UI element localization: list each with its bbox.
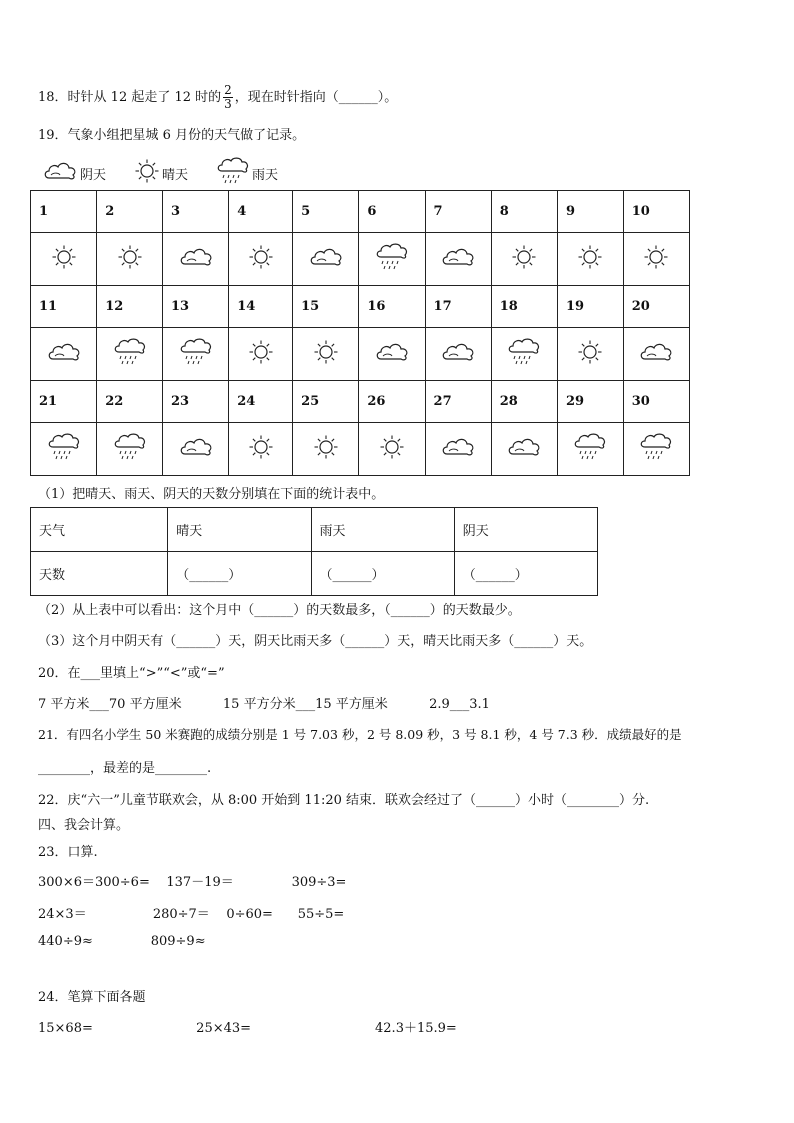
day-number: 2 bbox=[97, 191, 163, 233]
rainy-icon bbox=[573, 433, 607, 465]
stat-header-cloudy: 阴天 bbox=[454, 508, 597, 552]
day-number: 11 bbox=[31, 286, 97, 328]
cloudy-icon bbox=[440, 245, 476, 273]
cloudy-icon bbox=[178, 245, 214, 273]
day-number: 20 bbox=[623, 286, 689, 328]
day-number: 16 bbox=[359, 286, 425, 328]
weather-cell bbox=[491, 233, 557, 286]
cloudy-icon bbox=[440, 435, 476, 463]
cloudy-icon bbox=[440, 340, 476, 368]
question-20-title: 20．在___里填上“>”“<”或“=” bbox=[38, 666, 225, 681]
rainy-icon bbox=[507, 338, 541, 370]
day-number: 5 bbox=[293, 191, 359, 233]
q18-text-end: ，现在时针指向（______）。 bbox=[234, 90, 398, 105]
weather-cell bbox=[97, 423, 163, 476]
weather-cell bbox=[425, 328, 491, 381]
sunny-icon bbox=[117, 244, 143, 274]
day-number: 23 bbox=[162, 381, 228, 423]
day-number: 26 bbox=[359, 381, 425, 423]
rainy-icon bbox=[113, 338, 147, 370]
sunny-icon bbox=[248, 244, 274, 274]
day-number: 3 bbox=[162, 191, 228, 233]
weather-legend bbox=[40, 157, 298, 189]
day-number: 29 bbox=[557, 381, 623, 423]
cloudy-icon bbox=[506, 435, 542, 463]
cloudy-icon bbox=[178, 435, 214, 463]
day-number: 17 bbox=[425, 286, 491, 328]
section-4-title: 四、我会计算。 bbox=[38, 818, 130, 833]
question-23-title: 23．口算. bbox=[38, 845, 98, 860]
weather-cell bbox=[557, 233, 623, 286]
q24-row1: 15×68= 25×43= 42.3＋15.9= bbox=[38, 1021, 457, 1036]
weather-stat-table bbox=[30, 507, 598, 596]
weather-cell bbox=[229, 423, 293, 476]
day-number: 14 bbox=[229, 286, 293, 328]
day-number: 13 bbox=[162, 286, 228, 328]
day-number: 10 bbox=[623, 191, 689, 233]
weather-cell bbox=[359, 328, 425, 381]
cloudy-icon bbox=[308, 245, 344, 273]
cloudy-icon bbox=[374, 340, 410, 368]
weather-cell bbox=[162, 423, 228, 476]
day-number: 27 bbox=[425, 381, 491, 423]
weather-cell bbox=[623, 423, 689, 476]
rainy-icon bbox=[179, 338, 213, 370]
day-number: 15 bbox=[293, 286, 359, 328]
weather-cell bbox=[359, 233, 425, 286]
sunny-icon bbox=[248, 339, 274, 369]
sunny-icon bbox=[511, 244, 537, 274]
day-number-row bbox=[31, 381, 690, 423]
q23-row2: 24×3＝ 280÷7＝ 0÷60= 55÷5= bbox=[38, 907, 345, 922]
weather-cell bbox=[162, 233, 228, 286]
sunny-icon bbox=[134, 158, 160, 188]
day-number: 25 bbox=[293, 381, 359, 423]
weather-cell bbox=[31, 423, 97, 476]
stat-row-label: 天数 bbox=[31, 552, 168, 596]
weather-cell bbox=[293, 328, 359, 381]
day-number: 18 bbox=[491, 286, 557, 328]
q23-row3: 440÷9≈ 809÷9≈ bbox=[38, 934, 206, 949]
stat-header-sunny: 晴天 bbox=[168, 508, 311, 552]
stat-blank-sunny[interactable]: （______） bbox=[168, 552, 311, 596]
sunny-icon bbox=[313, 339, 339, 369]
weather-cell bbox=[557, 423, 623, 476]
weather-cell bbox=[31, 233, 97, 286]
day-number: 21 bbox=[31, 381, 97, 423]
question-21-line2: ________，最差的是________. bbox=[38, 761, 212, 776]
cloudy-icon bbox=[638, 340, 674, 368]
stat-blank-cloudy[interactable]: （______） bbox=[454, 552, 597, 596]
sunny-icon bbox=[577, 339, 603, 369]
rainy-icon bbox=[375, 243, 409, 275]
rainy-icon bbox=[113, 433, 147, 465]
weather-icon-row bbox=[31, 423, 690, 476]
q19-sub2: （2）从上表中可以看出：这个月中（______）的天数最多，（______）的天数最少。 bbox=[38, 603, 521, 618]
weather-cell bbox=[491, 423, 557, 476]
day-number: 6 bbox=[359, 191, 425, 233]
day-number: 19 bbox=[557, 286, 623, 328]
weather-record-table bbox=[30, 190, 690, 476]
weather-cell bbox=[229, 233, 293, 286]
sunny-icon bbox=[643, 244, 669, 274]
weather-cell bbox=[623, 328, 689, 381]
day-number: 30 bbox=[623, 381, 689, 423]
day-number: 7 bbox=[425, 191, 491, 233]
weather-cell bbox=[293, 423, 359, 476]
stat-blank-rainy[interactable]: （______） bbox=[311, 552, 454, 596]
cloudy-icon bbox=[42, 159, 78, 187]
weather-cell bbox=[359, 423, 425, 476]
weather-cell bbox=[425, 423, 491, 476]
q18-text: 18．时针从 12 起走了 12 时的 bbox=[38, 90, 222, 105]
rainy-icon bbox=[639, 433, 673, 465]
weather-cell bbox=[293, 233, 359, 286]
q19-sub1: （1）把晴天、雨天、阴天的天数分别填在下面的统计表中。 bbox=[38, 487, 385, 502]
stat-header-rainy: 雨天 bbox=[311, 508, 454, 552]
weather-cell bbox=[229, 328, 293, 381]
day-number: 12 bbox=[97, 286, 163, 328]
sunny-icon bbox=[577, 244, 603, 274]
cloudy-icon bbox=[46, 340, 82, 368]
question-19-title: 19．气象小组把星城 6 月份的天气做了记录。 bbox=[38, 128, 306, 143]
legend-item-sunny: 晴天 bbox=[132, 158, 188, 188]
day-number: 1 bbox=[31, 191, 97, 233]
day-number: 28 bbox=[491, 381, 557, 423]
question-24-title: 24．笔算下面各题 bbox=[38, 990, 146, 1005]
sunny-icon bbox=[379, 434, 405, 464]
sunny-icon bbox=[313, 434, 339, 464]
weather-cell bbox=[557, 328, 623, 381]
weather-cell bbox=[97, 233, 163, 286]
q19-sub3: （3）这个月中阴天有（______）天，阴天比雨天多（______）天，晴天比雨天多（______）天。 bbox=[38, 634, 593, 649]
stat-header-weather: 天气 bbox=[31, 508, 168, 552]
q23-row1: 300×6＝300÷6= 137－19＝ 309÷3= bbox=[38, 875, 347, 890]
question-22: 22．庆“六一”儿童节联欢会，从 8:00 开始到 11:20 结束．联欢会经过了（______）小时（________）分. bbox=[38, 793, 650, 808]
question-18 bbox=[38, 84, 397, 111]
rainy-icon bbox=[47, 433, 81, 465]
weather-cell bbox=[31, 328, 97, 381]
sunny-icon bbox=[248, 434, 274, 464]
question-20-items: 7 平方米___70 平方厘米 15 平方分米___15 平方厘米 2.9___3.1 bbox=[38, 697, 490, 712]
day-number: 24 bbox=[229, 381, 293, 423]
sunny-icon bbox=[51, 244, 77, 274]
weather-cell bbox=[623, 233, 689, 286]
rainy-icon bbox=[216, 157, 250, 189]
day-number-row bbox=[31, 286, 690, 328]
weather-cell bbox=[491, 328, 557, 381]
weather-cell bbox=[425, 233, 491, 286]
question-21-line1: 21．有四名小学生 50 米赛跑的成绩分别是 1 号 7.03 秒，2 号 8.09 秒，3 号 8.1 秒，4 号 7.3 秒．成绩最好的是 bbox=[38, 727, 682, 742]
day-number: 9 bbox=[557, 191, 623, 233]
weather-cell bbox=[162, 328, 228, 381]
legend-item-rainy: 雨天 bbox=[214, 157, 278, 189]
day-number: 4 bbox=[229, 191, 293, 233]
day-number-row bbox=[31, 191, 690, 233]
weather-icon-row bbox=[31, 233, 690, 286]
legend-item-cloudy: 阴天 bbox=[40, 159, 106, 187]
weather-icon-row bbox=[31, 328, 690, 381]
day-number: 8 bbox=[491, 191, 557, 233]
day-number: 22 bbox=[97, 381, 163, 423]
fraction: $\frac{2}{3}$ bbox=[224, 83, 232, 111]
weather-cell bbox=[97, 328, 163, 381]
